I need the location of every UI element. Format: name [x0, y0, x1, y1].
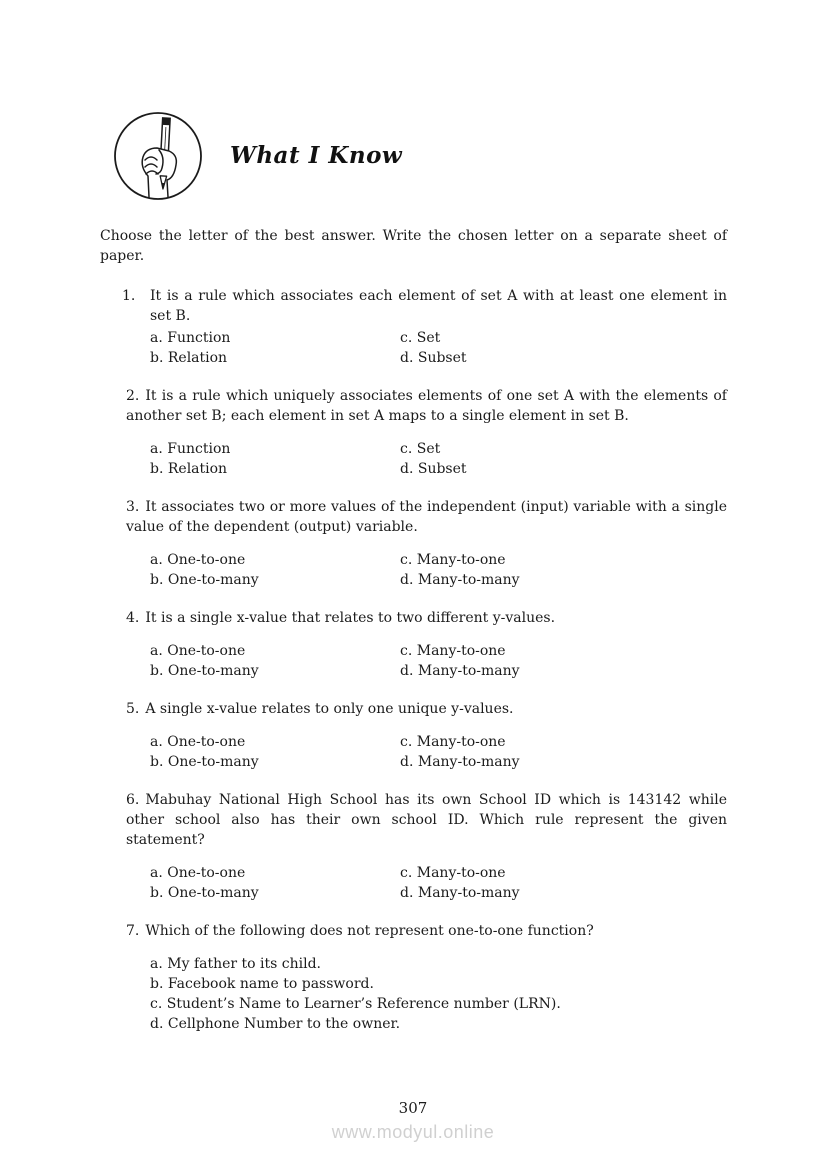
- option-a: a. Function: [150, 330, 231, 346]
- option-d: d. Cellphone Number to the owner.: [150, 1016, 401, 1032]
- page-content: [0, 226, 826, 1034]
- section-title: What I Know: [230, 142, 403, 169]
- option-c: c. Many-to-one: [400, 552, 506, 568]
- option-b: b. One-to-many: [150, 754, 259, 770]
- question-5-options: [150, 732, 727, 772]
- question-1-options: [150, 328, 727, 368]
- option-b: b. One-to-many: [150, 885, 259, 901]
- watermark: www.modyul.online: [331, 1122, 495, 1142]
- option-d: d. Subset: [400, 350, 467, 366]
- option-a: a. One-to-one: [150, 552, 246, 568]
- question-2-number: 2.: [126, 388, 140, 404]
- hand-writing-icon: [112, 110, 204, 202]
- question-1: [122, 286, 727, 326]
- instructions: Choose the letter of the best answer. Write the chosen letter on a separate sheet of paper.: [100, 228, 727, 264]
- question-3: [126, 497, 727, 537]
- question-1-number: 1.: [122, 288, 136, 304]
- question-6-number: 6.: [126, 792, 140, 808]
- question-6-options: [150, 863, 727, 903]
- question-4: [126, 608, 727, 628]
- option-c: c. Set: [400, 330, 441, 346]
- option-b: b. Facebook name to password.: [150, 976, 374, 992]
- option-d: d. Many-to-many: [400, 663, 520, 679]
- option-a: a. One-to-one: [150, 865, 246, 881]
- option-a: a. My father to its child.: [150, 956, 322, 972]
- question-3-text: It associates two or more values of the independent (input) variable with a single value of the dependent (output) variable.: [126, 499, 727, 535]
- option-a: a. One-to-one: [150, 734, 246, 750]
- option-b: b. One-to-many: [150, 663, 259, 679]
- option-c: c. Set: [400, 441, 441, 457]
- question-7: [126, 921, 727, 941]
- question-7-text: Which of the following does not represent one-to-one function?: [145, 923, 594, 939]
- question-3-options: [150, 550, 727, 590]
- page-number: 307: [398, 1099, 428, 1117]
- question-5-text: A single x-value relates to only one unique y-values.: [145, 701, 514, 717]
- option-c: c. Many-to-one: [400, 734, 506, 750]
- question-1-text: It is a rule which associates each element of set A with at least one element in set B.: [150, 288, 727, 324]
- question-2: [126, 386, 727, 426]
- question-6: [126, 790, 727, 850]
- option-d: d. Many-to-many: [400, 885, 520, 901]
- question-4-number: 4.: [126, 610, 140, 626]
- option-c: c. Student’s Name to Learner’s Reference number (LRN).: [150, 996, 561, 1012]
- question-7-number: 7.: [126, 923, 140, 939]
- option-a: a. One-to-one: [150, 643, 246, 659]
- option-b: b. Relation: [150, 350, 228, 366]
- option-c: c. Many-to-one: [400, 865, 506, 881]
- option-b: b. Relation: [150, 461, 228, 477]
- question-4-text: It is a single x-value that relates to two different y-values.: [145, 610, 556, 626]
- option-d: d. Subset: [400, 461, 467, 477]
- question-7-options: [150, 954, 727, 1034]
- question-3-number: 3.: [126, 499, 140, 515]
- question-6-text: Mabuhay National High School has its own School ID which is 143142 while other school also has their own school ID. Which rule represent the given statement?: [126, 792, 727, 848]
- question-2-text: It is a rule which uniquely associates elements of one set A with the elements of another set B; each element in set A maps to a single element in set B.: [126, 388, 727, 424]
- question-5-number: 5.: [126, 701, 140, 717]
- question-4-options: [150, 641, 727, 681]
- option-b: b. One-to-many: [150, 572, 259, 588]
- option-c: c. Many-to-one: [400, 643, 506, 659]
- question-2-options: [150, 439, 727, 479]
- option-d: d. Many-to-many: [400, 572, 520, 588]
- option-a: a. Function: [150, 441, 231, 457]
- section-header: [0, 0, 826, 202]
- question-5: [126, 699, 727, 719]
- option-d: d. Many-to-many: [400, 754, 520, 770]
